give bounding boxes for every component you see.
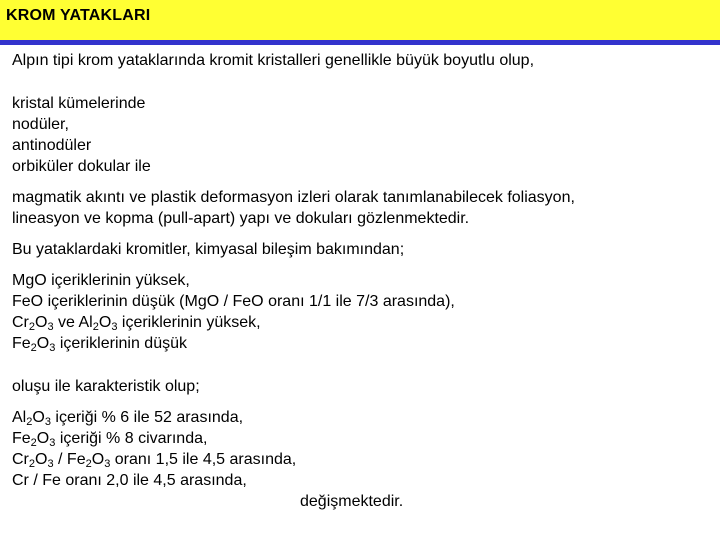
composition-item-mgo: MgO içeriklerinin yüksek, — [12, 272, 190, 289]
texture-item: antinodüler — [12, 137, 92, 154]
composition-item-fe2o3: $Fe_2O_3$ içeriklerinin düşük — [12, 335, 187, 354]
ratio-item-fe2o3: $Fe_2O_3$ içeriği % 8 civarında, — [12, 430, 208, 449]
texture-item: kristal kümelerinde — [12, 95, 146, 112]
composition-item-feo: FeO içeriklerinin düşük (MgO / FeO oranı 1/1 ile 7/3 arasında), — [12, 293, 455, 310]
ratio-item-al2o3: $Al_2O_3$ içeriği % 6 ile 52 arasında, — [12, 409, 244, 428]
ratio-item-cr2o3-fe2o3: $Cr_2O_3 / Fe_2O_3$ oranı 1,5 ile 4,5 arasında, — [12, 451, 297, 470]
ratio-item-cr-fe: Cr / Fe oranı 2,0 ile 4,5 arasında, — [12, 472, 247, 489]
structure-line: lineasyon ve kopma (pull-apart) yapı ve dokuları gözlenmektedir. — [12, 210, 470, 227]
document-body — [12, 50, 712, 512]
characteristic-line: oluşu ile karakteristik olup; — [12, 378, 200, 395]
texture-item: orbiküler dokular ile — [12, 158, 151, 175]
structure-line: magmatik akıntı ve plastik deformasyon izleri olarak tanımlanabilecek foliasyon, — [12, 189, 575, 206]
intro-line: Alpın tipi krom yataklarında kromit kristalleri genellikle büyük boyutlu olup, — [12, 52, 535, 69]
composition-intro: Bu yataklardaki kromitler, kimyasal bileşim bakımından; — [12, 241, 405, 258]
page-title: KROM YATAKLARI — [6, 7, 151, 24]
title-underline-bar — [0, 40, 720, 45]
texture-item: nodüler, — [12, 116, 69, 133]
composition-item-cr2o3-al2o3: $Cr_2O_3$ ve $Al_2O_3$ içeriklerinin yüksek, — [12, 314, 261, 333]
closing-word: değişmektedir. — [300, 493, 404, 510]
